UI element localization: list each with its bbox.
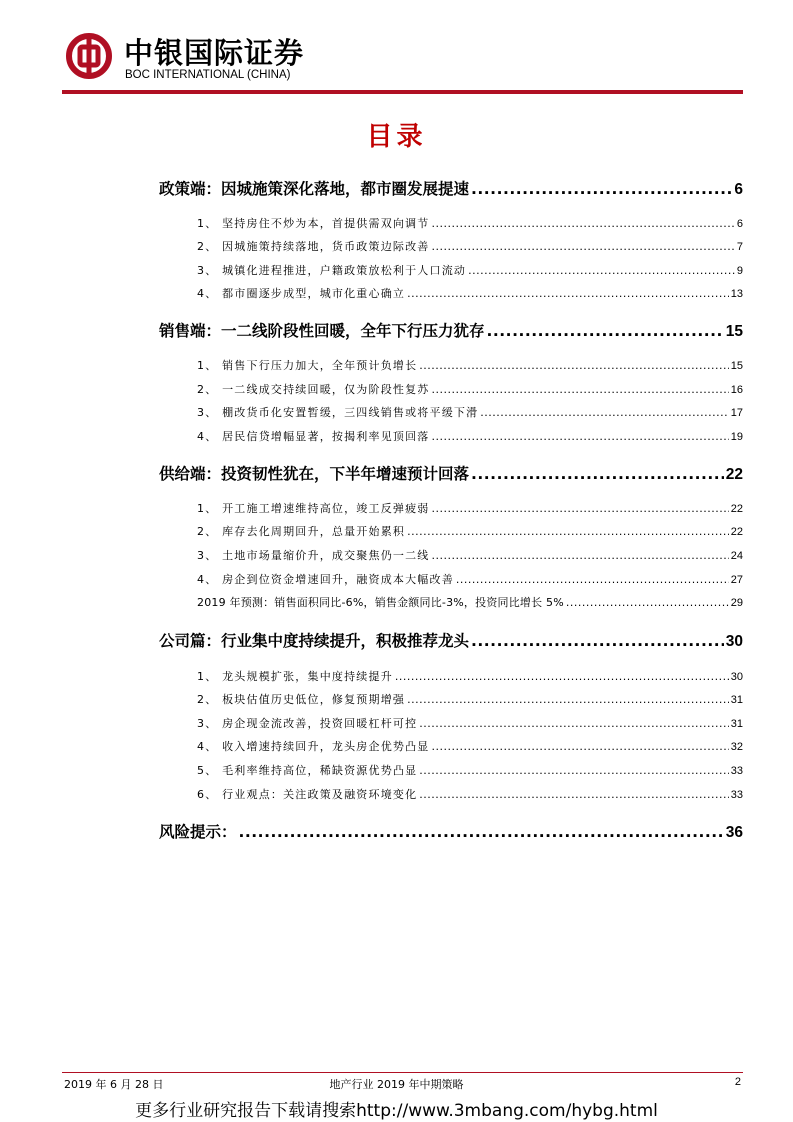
toc-item-title: 4、 房企到位资金增速回升，融资成本大幅改善: [197, 573, 454, 586]
toc-leader: [471, 467, 724, 483]
toc-item-title: 3、 房企现金流改善，投资回暖杠杆可控: [197, 717, 418, 730]
toc-item-title: 3、 棚改货币化安置暂缓，三四线销售或将平缓下滑: [197, 406, 479, 419]
toc-leader: [419, 789, 728, 800]
toc-leader: [407, 526, 729, 537]
toc-item-title: 1、 龙头规模扩张，集中度持续提升: [197, 670, 393, 683]
toc-leader: [407, 288, 729, 299]
toc-leader: [471, 182, 732, 198]
toc-item-title: 4、 收入增速持续回升，龙头房企优势凸显: [197, 740, 430, 753]
toc-item[interactable]: [197, 404, 743, 420]
toc-item[interactable]: [197, 238, 743, 254]
toc-item-title: 4、 居民信贷增幅显著，按揭利率见顶回落: [197, 430, 430, 443]
toc-page-number: 15: [730, 360, 743, 372]
brand-name-en: BOC INTERNATIONAL (CHINA): [125, 69, 291, 81]
toc-item[interactable]: [197, 357, 743, 373]
toc-item[interactable]: [197, 571, 743, 587]
toc-page-number: 13: [730, 288, 743, 300]
toc-item-title: 3、 城镇化进程推进，户籍政策放松利于人口流动: [197, 264, 467, 277]
toc-leader: [432, 431, 729, 442]
toc-page-number: 33: [730, 789, 743, 801]
toc-item[interactable]: [197, 500, 743, 516]
toc-item-title: 4、 都市圈逐步成型，城市化重心确立: [197, 287, 406, 300]
toc-section-policy[interactable]: [159, 177, 743, 199]
footer-divider: [62, 1072, 743, 1073]
toc-leader: [432, 550, 729, 561]
toc-item-title: 6、 行业观点：关注政策及融资环境变化: [197, 788, 418, 801]
toc-item[interactable]: [197, 262, 743, 278]
toc-leader: [419, 360, 728, 371]
toc-leader: [456, 574, 729, 585]
toc-page-number: 24: [730, 550, 743, 562]
toc-page-number: 22: [725, 466, 743, 483]
toc-item-title: 2019 年预测：销售面积同比-6%，销售金额同比-3%，投资同比增长 5%: [197, 596, 564, 609]
toc-leader: [480, 407, 728, 418]
toc-leader: [407, 694, 729, 705]
toc-item-title: 3、 土地市场量缩价升，成交聚焦仍一二线: [197, 549, 430, 562]
toc-leader: [432, 241, 735, 252]
toc-page-number: 17: [730, 407, 743, 419]
toc-section-sales[interactable]: [159, 319, 743, 341]
boc-logo-icon: [66, 33, 112, 79]
toc-page-number: 22: [730, 503, 743, 515]
toc-leader: [566, 597, 729, 608]
toc-section-title: 风险提示：: [159, 823, 237, 841]
toc-item-title: 1、 坚持房住不炒为本，首提供需双向调节: [197, 217, 430, 230]
toc-page-number: 29: [730, 597, 743, 609]
promo-link-text[interactable]: 更多行业研究报告下载请搜索http://www.3mbang.com/hybg.html: [135, 1101, 658, 1121]
toc-section-title: 供给端：投资韧性犹在，下半年增速预计回落: [159, 465, 470, 483]
toc-leader: [395, 671, 729, 682]
footer-page-number: 2: [734, 1076, 741, 1088]
toc-leader: [432, 741, 729, 752]
footer-report-title: 地产行业 2019 年中期策略: [329, 1078, 464, 1091]
toc-section-title: 政策端：因城施策深化落地，都市圈发展提速: [159, 180, 470, 198]
toc-leader: [419, 765, 728, 776]
toc-item[interactable]: [197, 715, 743, 731]
toc-page-number: 22: [730, 526, 743, 538]
toc-item-forecast[interactable]: [197, 594, 743, 610]
toc-page-number: 30: [725, 633, 743, 650]
toc-page-number: 9: [736, 265, 743, 277]
toc-leader: [432, 384, 729, 395]
toc-page-number: 31: [730, 694, 743, 706]
header-divider: [62, 90, 743, 94]
toc-item[interactable]: [197, 786, 743, 802]
toc-page-number: 32: [730, 741, 743, 753]
toc-item[interactable]: [197, 381, 743, 397]
toc-page-number: 31: [730, 718, 743, 730]
brand-name-cn: 中银国际证券: [124, 36, 305, 70]
toc-page-number: 27: [730, 574, 743, 586]
toc-item-title: 2、 因城施策持续落地，货币政策边际改善: [197, 240, 430, 253]
toc-leader: [468, 265, 735, 276]
toc-item-title: 2、 一二线成交持续回暖，仅为阶段性复苏: [197, 383, 430, 396]
toc-item[interactable]: [197, 428, 743, 444]
page-title: 目录: [366, 122, 427, 152]
toc-page-number: 30: [730, 671, 743, 683]
toc-section-risk[interactable]: [159, 820, 743, 842]
toc-item[interactable]: [197, 215, 743, 231]
toc-leader: [432, 503, 729, 514]
toc-page-number: 33: [730, 765, 743, 777]
toc-item[interactable]: [197, 547, 743, 563]
toc-page-number: 36: [725, 824, 743, 841]
toc-page-number: 7: [736, 241, 743, 253]
toc-section-title: 公司篇：行业集中度持续提升，积极推荐龙头: [159, 632, 470, 650]
toc-item-title: 2、 板块估值历史低位，修复预期增强: [197, 693, 406, 706]
toc-section-title: 销售端：一二线阶段性回暖，全年下行压力犹存: [159, 322, 485, 340]
toc-item-title: 2、 库存去化周期回升，总量开始累积: [197, 525, 406, 538]
toc-item[interactable]: [197, 285, 743, 301]
toc-section-supply[interactable]: [159, 462, 743, 484]
toc-item[interactable]: [197, 668, 743, 684]
toc-item[interactable]: [197, 762, 743, 778]
toc-page-number: 6: [736, 218, 743, 230]
toc-page-number: 19: [730, 431, 743, 443]
toc-leader: [471, 634, 724, 650]
toc-item-title: 1、 销售下行压力加大，全年预计负增长: [197, 359, 418, 372]
toc-item[interactable]: [197, 691, 743, 707]
toc-item-title: 1、 开工施工增速维持高位，竣工反弹疲弱: [197, 502, 430, 515]
toc-item-title: 5、 毛利率维持高位，稀缺资源优势凸显: [197, 764, 418, 777]
toc-leader: [239, 825, 724, 841]
toc-page-number: 15: [725, 323, 743, 340]
toc-page-number: 16: [730, 384, 743, 396]
toc-page-number: 6: [734, 181, 743, 198]
toc-leader: [432, 218, 735, 229]
footer-date: 2019 年 6 月 28 日: [64, 1078, 164, 1091]
toc-leader: [487, 324, 724, 340]
toc-item[interactable]: [197, 738, 743, 754]
toc-leader: [419, 718, 728, 729]
toc-section-company[interactable]: [159, 629, 743, 651]
toc-item[interactable]: [197, 523, 743, 539]
